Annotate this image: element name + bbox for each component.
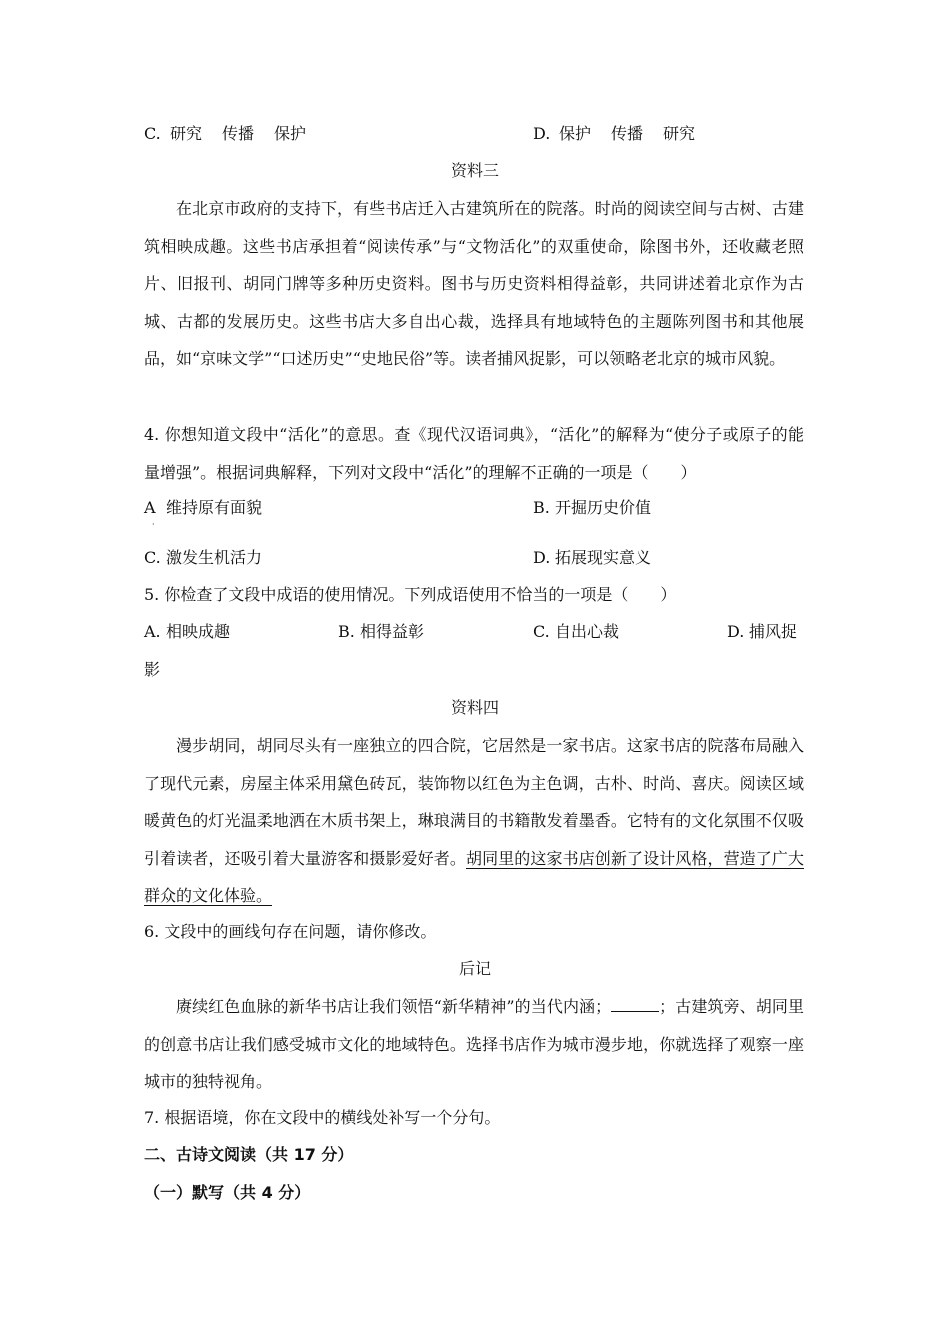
underlined-sentence: 胡同里的这家书店创新了设计风格，营造了广大群众的文化体验。 [144, 848, 804, 905]
option-key: A. [144, 622, 161, 641]
afterword-text-before: 赓续红色血脉的新华书店让我们领悟“新华精神”的当代内涵； [176, 997, 612, 1016]
section-2-heading: 二、古诗文阅读（共 17 分） [144, 1145, 354, 1164]
option-word: 保护 [559, 124, 592, 143]
question-5-text: 5. 你检查了文段中成语的使用情况。下列成语使用不恰当的一项是（ ） [144, 585, 677, 604]
option-key: B. [533, 498, 550, 517]
option-text: 拓展现实意义 [555, 548, 652, 567]
q5-option-c [533, 622, 619, 642]
q3-option-d [533, 124, 695, 144]
question-6-text: 6. 文段中的画线句存在问题，请你修改。 [144, 922, 437, 941]
option-key: C. [144, 548, 161, 567]
option-text: 相映成趣 [166, 622, 231, 641]
q5-option-d [727, 622, 797, 642]
q4-option-a [144, 498, 262, 518]
stray-dot: · [152, 520, 155, 529]
q5-option-a [144, 622, 230, 642]
option-word: 传播 [611, 124, 644, 143]
option-key: D. [533, 548, 551, 567]
afterword-text-after: ；古建筑旁、胡同里的创意书店让我们感受城市文化的地域特色。选择书店作为城市漫步地，你就选择了观察一座城市的独特视角。 [144, 997, 804, 1091]
q4-option-c [144, 548, 262, 568]
q3-option-c [144, 124, 306, 144]
option-key: C. [533, 622, 550, 641]
q5-option-b [338, 622, 424, 642]
question-7-text: 7. 根据语境，你在文段中的横线处补写一个分句。 [144, 1108, 501, 1127]
option-key: D. [533, 124, 551, 143]
option-word: 传播 [222, 124, 255, 143]
q5-option-d-wrap: 影 [144, 660, 161, 679]
material4-text: 漫步胡同，胡同尽头有一座独立的四合院，它居然是一家书店。这家书店的院落布局融入了现代元素，房屋主体采用黛色砖瓦，装饰物以红色为主色调，古朴、时尚、喜庆。阅读区域暖黄色的灯光温柔地洒在木质书架上，琳琅满目的书籍散发着墨香。它特有的文化氛围不仅吸引着读者，还吸引着大量游客和摄影爱好者。 [144, 736, 804, 868]
section-2-subheading: （一）默写（共 4 分） [144, 1183, 311, 1202]
material3-title: 资料三 [450, 161, 499, 180]
option-text: 激发生机活力 [166, 548, 263, 567]
option-text: 相得益彰 [360, 622, 425, 641]
option-word: 研究 [170, 124, 203, 143]
question-4 [144, 416, 804, 491]
material4-title: 资料四 [450, 698, 499, 717]
option-word: 研究 [663, 124, 696, 143]
option-text: 自出心裁 [555, 622, 620, 641]
afterword-title: 后记 [458, 959, 491, 978]
afterword-paragraph [144, 988, 804, 1101]
option-word: 保护 [274, 124, 307, 143]
option-key: B. [338, 622, 355, 641]
option-text: 开掘历史价值 [555, 498, 652, 517]
question-4-text: 4. 你想知道文段中“活化”的意思。查《现代汉语词典》，“活化”的解释为“使分子或原子的能量增强”。根据词典解释，下列对文段中“活化”的理解不正确的一项是（ ） [144, 425, 804, 482]
q4-option-b [533, 498, 651, 518]
q4-option-d [533, 548, 651, 568]
material4-paragraph [144, 727, 804, 915]
material3-paragraph [144, 190, 804, 378]
option-key: D. [727, 622, 745, 641]
material3-text: 在北京市政府的支持下，有些书店迁入古建筑所在的院落。时尚的阅读空间与古树、古建筑相映成趣。这些书店承担着“阅读传承”与“文物活化”的双重使命，除图书外，还收藏老照片、旧报刊、胡同门牌等多种历史资料。图书与历史资料相得益彰，共同讲述着北京作为古城、古都的发展历史。这些书店大多自出心裁，选择具有地域特色的主题陈列图书和其他展品，如“京味文学”“口述历史”“史地民俗”等。读者捕风捉影，可以领略老北京的城市风貌。 [144, 199, 804, 368]
option-key: A [144, 498, 156, 517]
option-key: C. [144, 124, 161, 143]
option-text: 捕风捉 [749, 622, 798, 641]
answer-blank[interactable] [611, 997, 659, 1012]
option-text: 维持原有面貌 [166, 498, 263, 517]
